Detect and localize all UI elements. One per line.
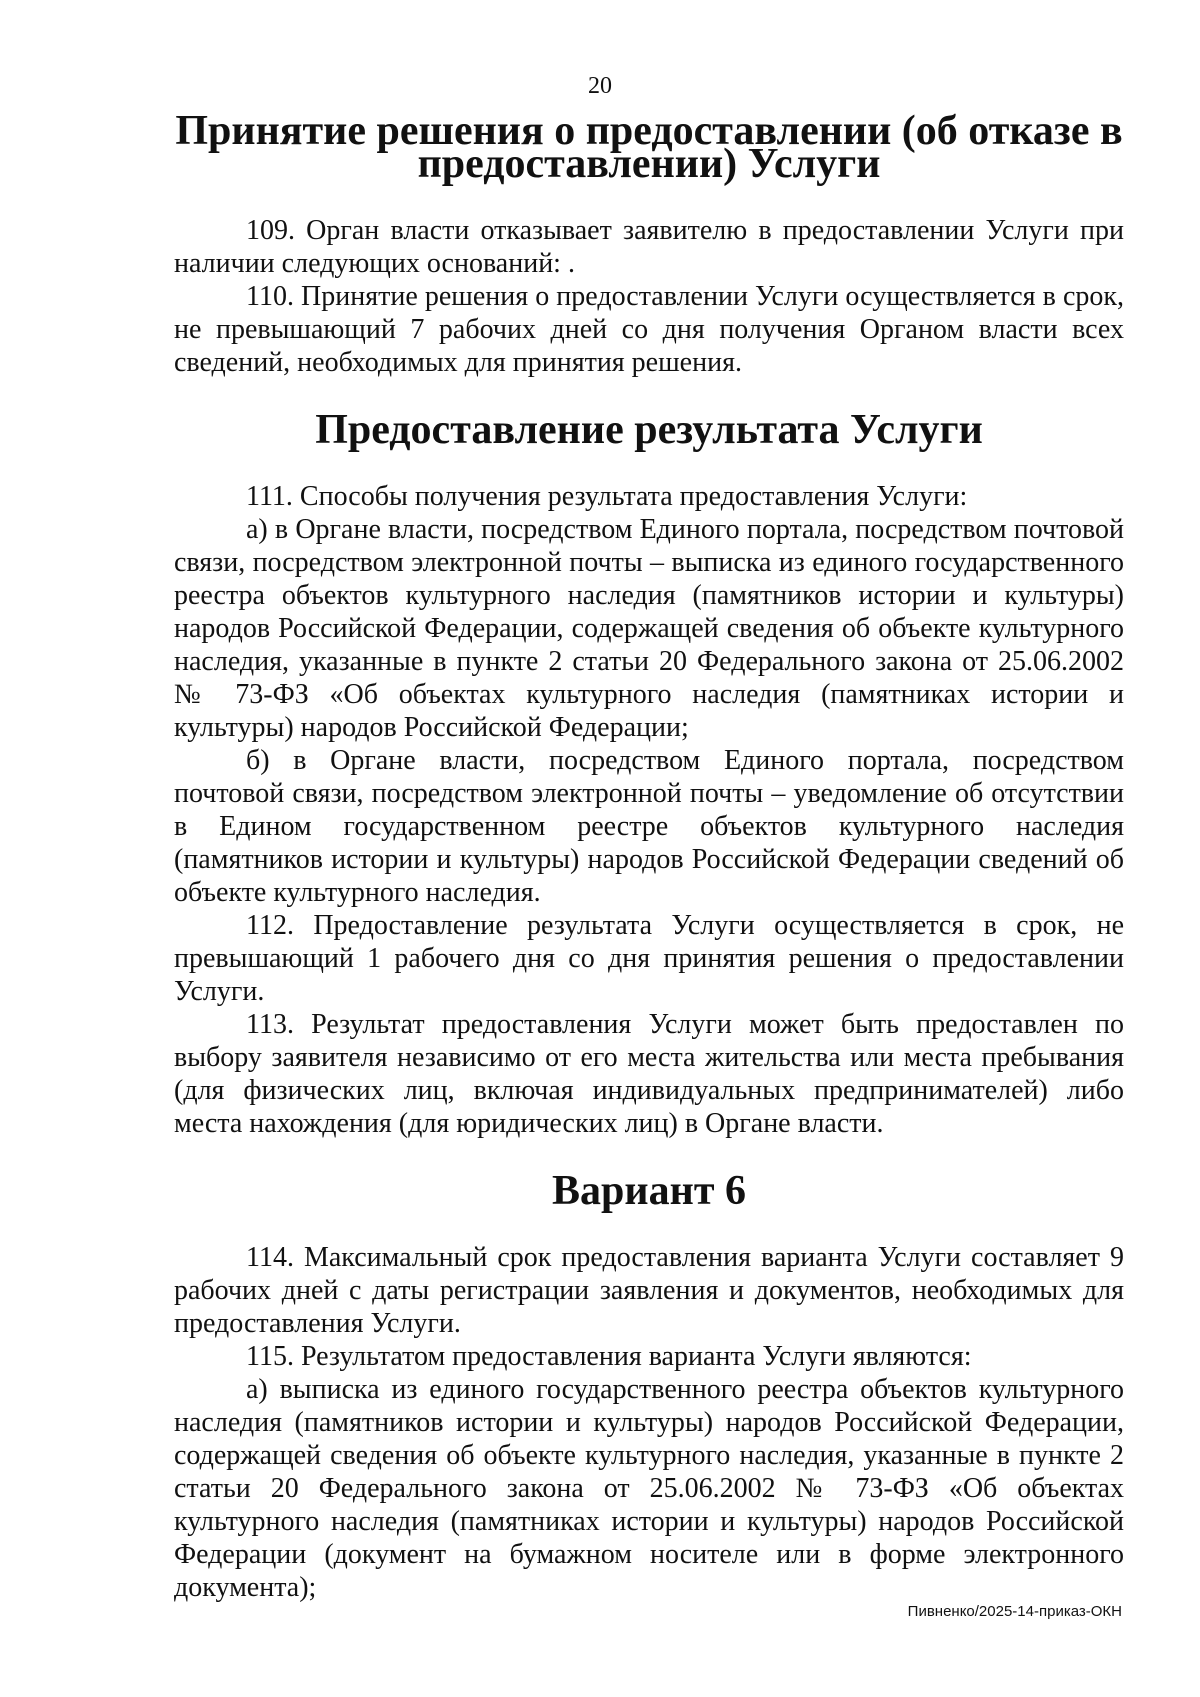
- document-footer-code: Пивненко/2025-14-приказ-ОКН: [907, 1603, 1122, 1620]
- paragraph-111: 111. Способы получения результата предоставления Услуги:: [246, 481, 968, 512]
- page-number: 20: [588, 73, 612, 99]
- paragraph-113: 113. Результат предоставления Услуги может быть предоставлен по выбору заявителя независимо от его места жительства или места пребывания (для физических лиц, включая индивидуальных предпринимателей) либо места нахождения (для юридических лиц) в Органе власти.: [174, 1009, 1124, 1139]
- paragraph-110: 110. Принятие решения о предоставлении Услуги осуществляется в срок, не превышающий 7 рабочих дней со дня получения Органом власти всех сведений, необходимых для принятия решения.: [174, 281, 1124, 378]
- paragraph-115: 115. Результатом предоставления варианта Услуги являются:: [246, 1341, 972, 1372]
- paragraph-111-b: б) в Органе власти, посредством Единого портала, посредством почтовой связи, посредством электронной почты – уведомление об отсутствии в Едином государственном реестре объектов культурного наследия (памятников истории и культуры) народов Российской Федерации сведений об объекте культурного наследия.: [174, 745, 1124, 908]
- document-body: [174, 108, 1124, 1604]
- paragraph-112: 112. Предоставление результата Услуги осуществляется в срок, не превышающий 1 рабочего дня со дня принятия решения о предоставлении Услуги.: [174, 910, 1124, 1007]
- section-heading-result: Предоставление результата Услуги: [315, 407, 983, 453]
- paragraph-115-a: а) выписка из единого государственного реестра объектов культурного наследия (памятников истории и культуры) народов Российской Федерации, содержащей сведения об объекте культурного наследия, указанные в пункте 2 статьи 20 Федерального закона от 25.06.2002 № 73-ФЗ «Об объектах культурного наследия (памятниках истории и культуры) народов Российской Федерации (документ на бумажном носителе или в форме электронного документа);: [174, 1374, 1124, 1603]
- paragraph-109: 109. Орган власти отказывает заявителю в предоставлении Услуги при наличии следующих оснований: .: [174, 215, 1124, 279]
- section-heading-variant-6: Вариант 6: [552, 1168, 746, 1214]
- paragraph-111-a: а) в Органе власти, посредством Единого портала, посредством почтовой связи, посредством электронной почты – выписка из единого государственного реестра объектов культурного наследия (памятников истории и культуры) народов Российской Федерации, содержащей сведения об объекте культурного наследия, указанные в пункте 2 статьи 20 Федерального закона от 25.06.2002 № 73-ФЗ «Об объектах культурного наследия (памятниках истории и культуры) народов Российской Федерации;: [174, 514, 1124, 743]
- section-heading-decision: Принятие решения о предоставлении (об отказе в предоставлении) Услуги: [175, 108, 1123, 187]
- paragraph-114: 114. Максимальный срок предоставления варианта Услуги составляет 9 рабочих дней с даты регистрации заявления и документов, необходимых для предоставления Услуги.: [174, 1242, 1124, 1339]
